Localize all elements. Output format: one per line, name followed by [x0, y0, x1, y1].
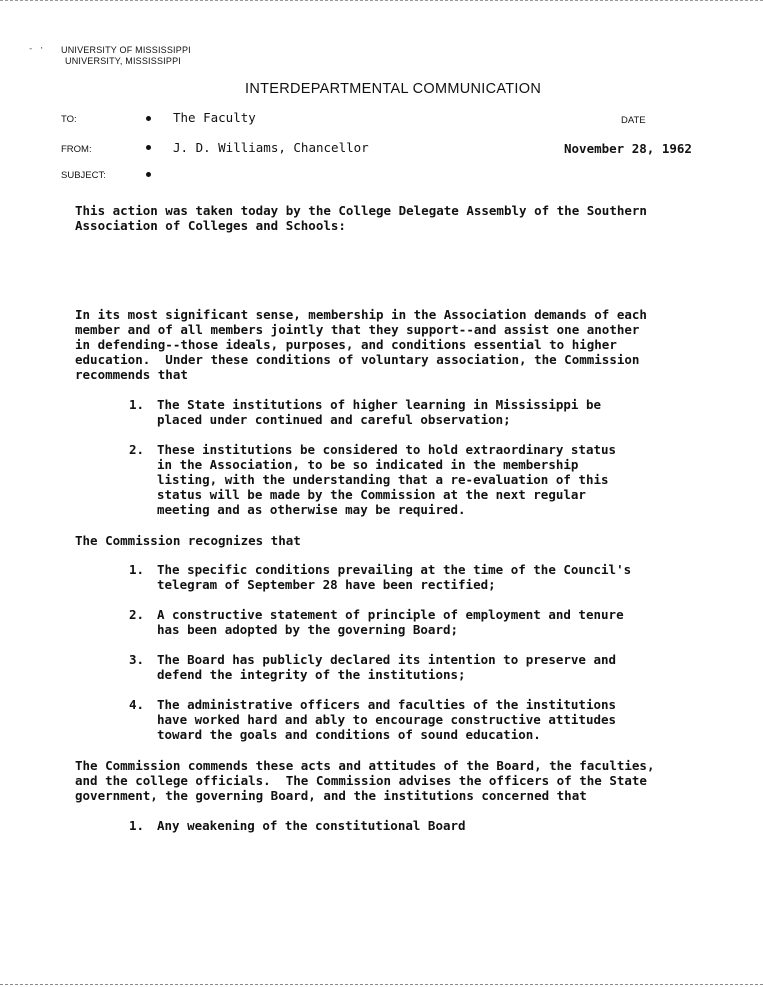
university-name: UNIVERSITY OF MISSISSIPPI — [61, 45, 191, 55]
top-border — [0, 0, 763, 1]
intro-paragraph: This action was taken today by the College Delegate Assembly of the Southern Association of Colleges and Schools: — [75, 203, 647, 233]
from-label: FROM: — [61, 144, 92, 155]
commends-paragraph: The Commission commends these acts and attitudes of the Board, the faculties, and the college officials. The Commission advises the officers of the State government, the governing Board, and the institutions concerned that — [75, 758, 655, 803]
recognition-number: 3. — [129, 652, 145, 667]
recognition-text: The administrative officers and faculties of the institutions have worked hard and ably to encourage constructive attitudes toward the goals and conditions of sound education. — [157, 697, 617, 742]
recognition-number: 4. — [129, 697, 145, 712]
subject-label: SUBJECT: — [61, 170, 106, 181]
recognition-number: 2. — [129, 607, 145, 622]
from-bullet-icon — [146, 145, 151, 150]
recognizes-paragraph: The Commission recognizes that — [75, 533, 301, 548]
date-value: November 28, 1962 — [564, 141, 692, 156]
recognition-number: 1. — [129, 562, 145, 577]
to-bullet-icon — [146, 116, 151, 121]
recommendation-number: 1. — [129, 397, 145, 412]
recommendation-text: The State institutions of higher learning in Mississippi be placed under continued and careful observation; — [157, 397, 602, 427]
membership-paragraph: In its most significant sense, membership in the Association demands of each member and of all members jointly that they support--and assist one another in defending--those ideals, purposes, and conditions essential to higher education. Under these conditions of voluntary association, the Commission recommends that — [75, 307, 647, 382]
margin-mark: - · — [28, 44, 45, 54]
recommendation-number: 2. — [129, 442, 145, 457]
subject-bullet-icon — [146, 172, 151, 177]
bottom-border — [0, 984, 763, 985]
letterhead — [61, 45, 191, 67]
to-value: The Faculty — [173, 110, 256, 125]
recognition-text: The Board has publicly declared its intention to preserve and defend the integrity of the institutions; — [157, 652, 617, 682]
recognition-text: A constructive statement of principle of employment and tenure has been adopted by the governing Board; — [157, 607, 624, 637]
university-location: UNIVERSITY, MISSISSIPPI — [65, 56, 181, 66]
recommendation-text: These institutions be considered to hold extraordinary status in the Association, to be so indicated in the membership listing, with the understanding that a re-evaluation of this status will be made by the Commission at the next regular meeting and as otherwise may be required. — [157, 442, 617, 517]
recognition-text: The specific conditions prevailing at the time of the Council's telegram of September 28 have been rectified; — [157, 562, 632, 592]
document-title: INTERDEPARTMENTAL COMMUNICATION — [245, 81, 542, 97]
date-label: DATE — [621, 115, 646, 126]
from-value: J. D. Williams, Chancellor — [173, 140, 369, 155]
advice-number: 1. — [129, 818, 145, 833]
to-label: TO: — [61, 114, 77, 125]
advice-text: Any weakening of the constitutional Board — [157, 818, 466, 833]
